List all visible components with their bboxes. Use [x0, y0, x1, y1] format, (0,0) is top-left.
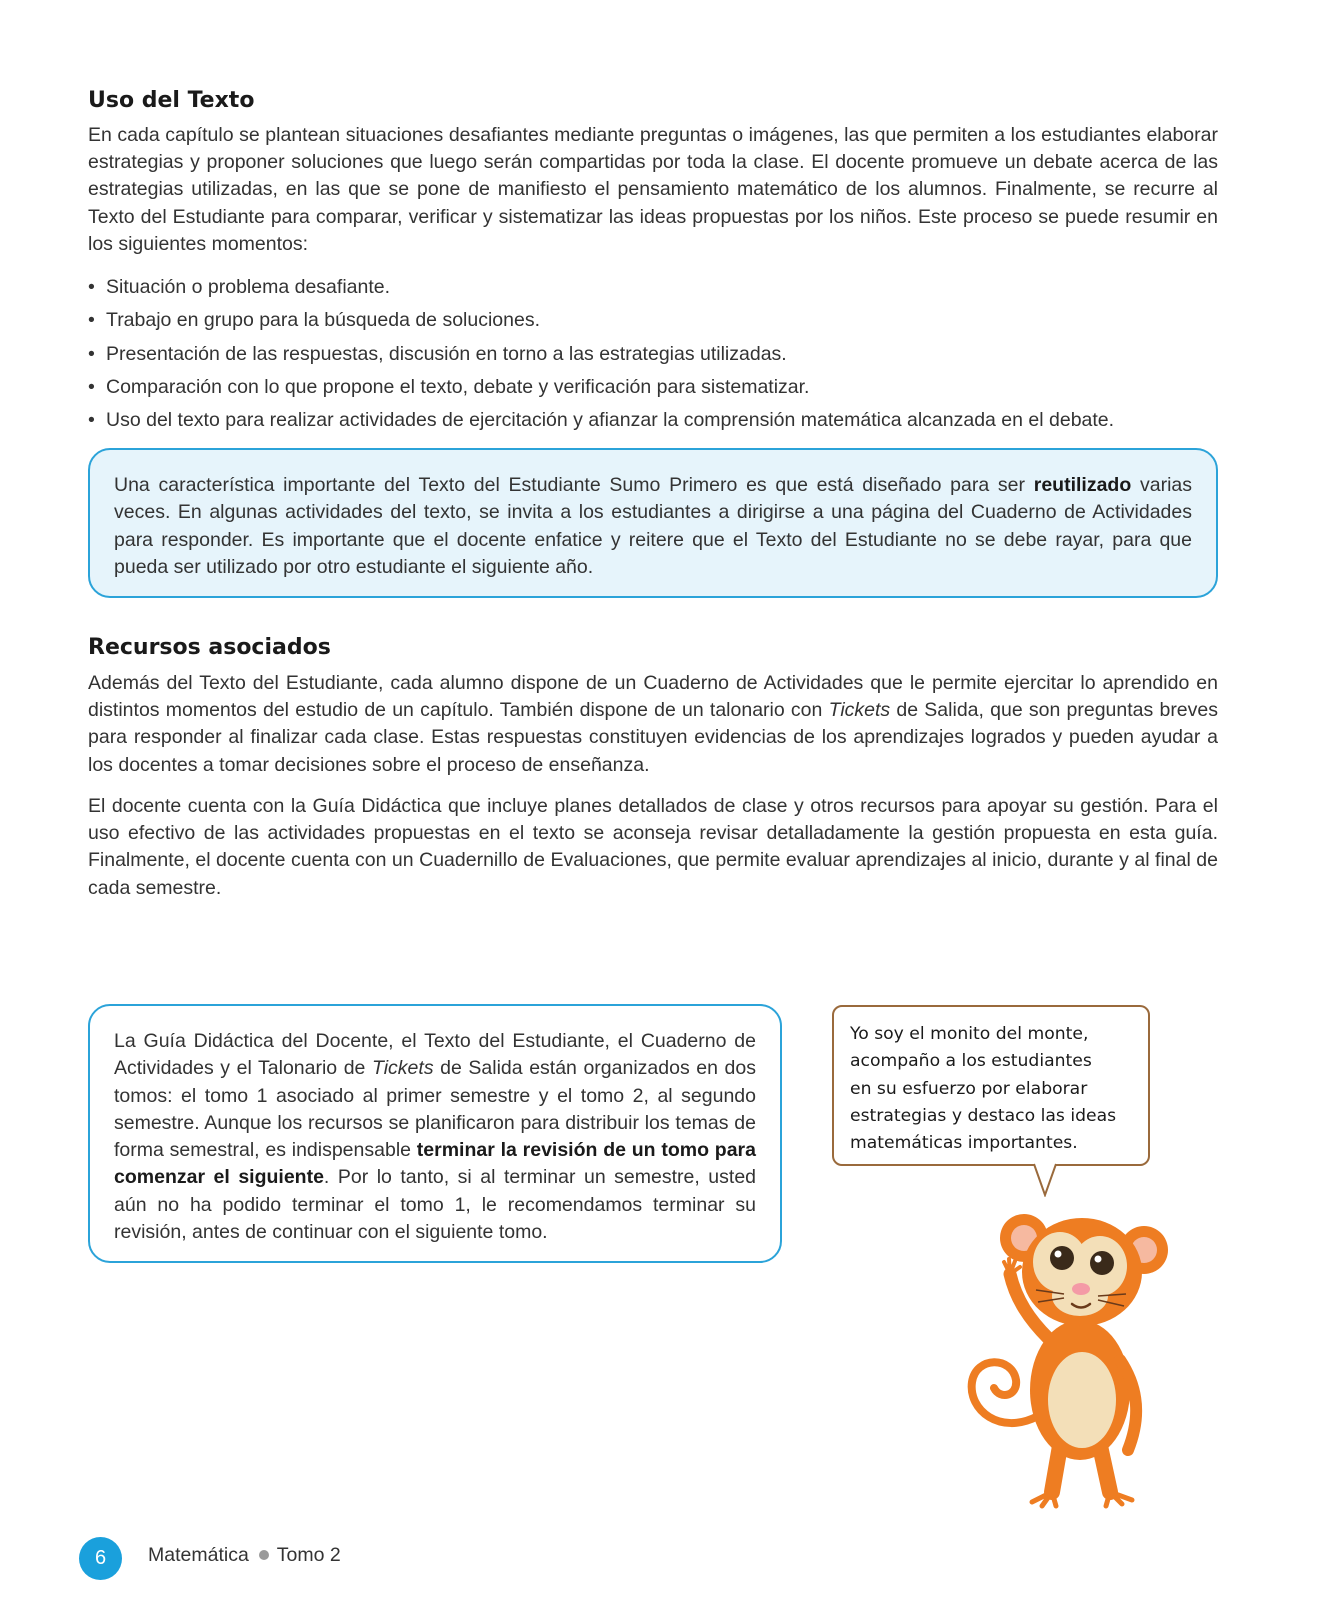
recursos-paragraph-1: Además del Texto del Estudiante, cada alumno dispone de un Cuaderno de Actividades que le permite ejercitar lo aprendido en distintos momentos del estudio de un capítulo. También dispone de un talonario con Tickets de Salida, que son preguntas breves para responder al finalizar cada clase. Estas respuestas constituyen evidencias de los aprendizajes logrados y pueden ayudar a los docentes a tomar decisiones sobre el proceso de enseñanza. [88, 672, 1218, 776]
footer-subject: Matemática [148, 1544, 249, 1566]
list-item: • Uso del texto para realizar actividades de ejercitación y afianzar la comprensión matemática alcanzada en el debate. [88, 409, 1115, 432]
page-number-badge: 6 [79, 1537, 122, 1580]
tomos-note-text: La Guía Didáctica del Docente, el Texto del Estudiante, el Cuaderno de Actividades y el Talonario de Tickets de Salida están organizados en dos tomos: el tomo 1 asociado al primer semestre y el tomo 2, al segundo semestre. Aunque los recursos se planificaron para distribuir los temas de forma semestral, es indispensable terminar la revisión de un tomo para comenzar el siguiente. Por lo tanto, si al terminar un semestre, usted aún no ha podido terminar el tomo 1, le recomendamos terminar su revisión, antes de continuar con el siguiente tomo. [114, 1030, 757, 1244]
monito-del-monte-illustration [960, 1210, 1200, 1520]
list-item: • Trabajo en grupo para la búsqueda de soluciones. [88, 309, 540, 332]
footer-label [148, 1544, 341, 1567]
list-item: • Comparación con lo que propone el texto, debate y verificación para sistematizar. [88, 375, 810, 398]
speech-bubble-text: Yo soy el monito del monte, acompaño a los estudiantes en su esfuerzo por elaborar estrategias y destaco las ideas matemáticas importantes. [850, 1024, 1117, 1154]
list-item: • Presentación de las respuestas, discusión en torno a las estrategias utilizadas. [88, 342, 787, 365]
reuse-note-box [88, 448, 1218, 598]
uso-del-texto-paragraph: En cada capítulo se plantean situaciones desafiantes mediante preguntas o imágenes, las que permiten a los estudiantes elaborar estrategias y proponer soluciones que luego serán compartidas por toda la clase. El docente promueve un debate acerca de las estrategias utilizadas, en las que se pone de manifiesto el pensamiento matemático de los alumnos. Finalmente, se recurre al Texto del Estudiante para comparar, verificar y sistematizar las ideas propuestas por los niños. Este proceso se puede resumir en los siguientes momentos: [88, 124, 1218, 255]
speech-bubble [832, 1005, 1150, 1166]
moments-list [88, 271, 1218, 437]
section-title-recursos-asociados: Recursos asociados [88, 635, 331, 660]
reuse-note-text: Una característica importante del Texto del Estudiante Sumo Primero es que está diseñado para ser reutilizado varias veces. En algunas actividades del texto, se invita a los estudiantes a dirigirse a una página del Cuaderno de Actividades para responder. Es importante que el docente enfatice y reitere que el Texto del Estudiante no se debe rayar, para que pueda ser utilizado por otro estudiante el siguiente año. [114, 474, 1192, 578]
recursos-paragraph-2: El docente cuenta con la Guía Didáctica que incluye planes detallados de clase y otros recursos para apoyar su gestión. Para el uso efectivo de las actividades propuestas en el texto se aconseja revisar detalladamente la gestión propuesta en esta guía. Finalmente, el docente cuenta con un Cuadernillo de Evaluaciones, que permite evaluar aprendizajes al inicio, durante y al final de cada semestre. [88, 795, 1218, 899]
speech-bubble-tail [1033, 1163, 1057, 1197]
list-item: • Situación o problema desafiante. [88, 276, 391, 298]
tomos-note-box [88, 1004, 782, 1263]
section-title-uso-del-texto: Uso del Texto [88, 88, 255, 113]
footer-separator-dot [259, 1550, 269, 1560]
footer-volume: Tomo 2 [276, 1544, 341, 1566]
